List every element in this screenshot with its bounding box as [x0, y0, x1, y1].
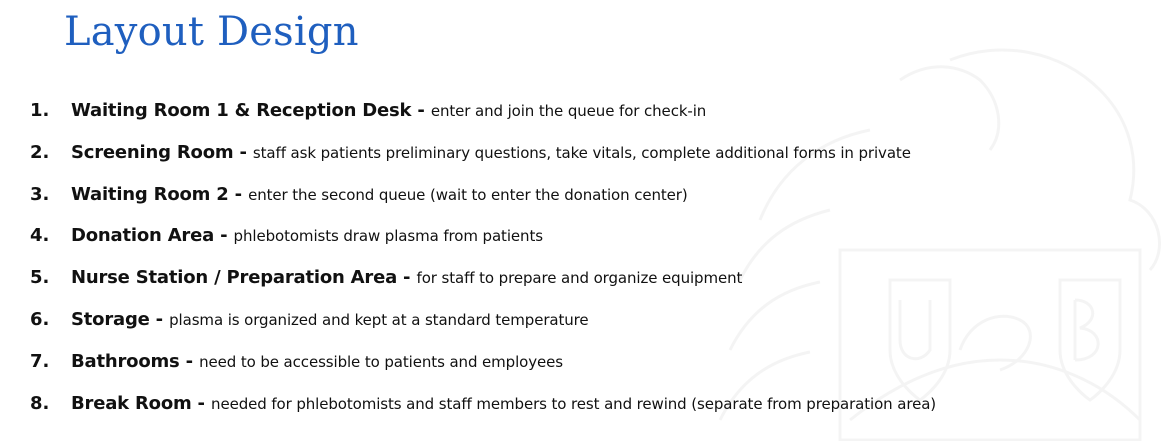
item-separator: -: [185, 350, 194, 372]
item-description: needed for phlebotomists and staff members to rest and rewind (separate from preparation area): [211, 394, 937, 413]
item-separator: -: [234, 183, 243, 205]
item-description: plasma is organized and kept at a standard temperature: [169, 310, 589, 329]
list-item: [30, 351, 1150, 393]
item-number: 1.: [30, 100, 50, 121]
item-term: Nurse Station / Preparation Area: [71, 267, 398, 289]
list-item: [30, 142, 1150, 184]
item-description: for staff to prepare and organize equipment: [416, 269, 743, 288]
item-separator: -: [417, 100, 425, 121]
list-item: [30, 100, 1150, 142]
item-description: enter and join the queue for check-in: [430, 102, 707, 120]
item-separator: -: [155, 308, 164, 330]
list-item: [30, 184, 1150, 226]
list-item: [30, 393, 1150, 435]
item-number: 3.: [30, 183, 50, 205]
item-term: Waiting Room 1 & Reception Desk: [71, 100, 412, 121]
page-title: Layout Design: [64, 9, 359, 55]
item-separator: -: [220, 225, 228, 247]
item-separator: -: [197, 392, 206, 414]
item-number: 2.: [30, 141, 50, 163]
item-description: enter the second queue (wait to enter the donation center): [248, 185, 688, 204]
item-description: staff ask patients preliminary questions, take vitals, complete additional forms in private: [252, 143, 911, 162]
list-item: [30, 225, 1150, 267]
layout-list: [30, 100, 1150, 434]
item-term: Donation Area: [71, 225, 215, 247]
item-number: 6.: [30, 308, 50, 330]
list-item: [30, 267, 1150, 309]
item-separator: -: [403, 267, 411, 289]
item-number: 4.: [30, 225, 50, 247]
item-term: Bathrooms: [71, 350, 180, 372]
item-description: need to be accessible to patients and employees: [199, 352, 563, 371]
item-term: Waiting Room 2: [71, 183, 229, 205]
item-number: 5.: [30, 267, 50, 289]
item-term: Storage: [71, 308, 150, 330]
item-separator: -: [239, 141, 247, 163]
item-number: 8.: [30, 392, 50, 414]
item-number: 7.: [30, 350, 50, 372]
item-description: phlebotomists draw plasma from patients: [233, 227, 543, 246]
item-term: Break Room: [71, 392, 192, 414]
list-item: [30, 309, 1150, 351]
item-term: Screening Room: [71, 141, 234, 163]
